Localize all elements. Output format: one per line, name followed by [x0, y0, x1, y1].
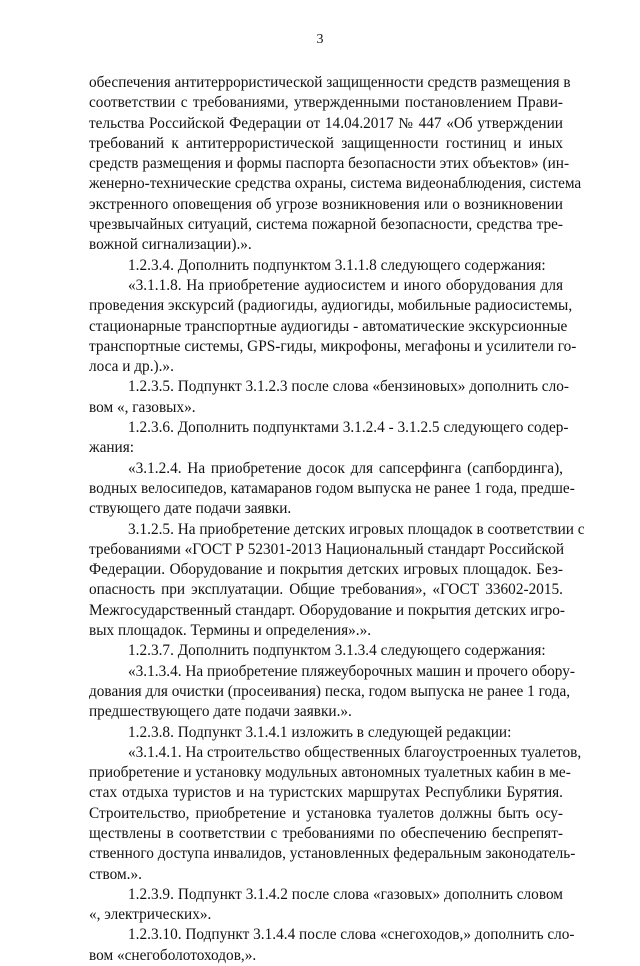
- text-line: «3.1.2.4. На приобретение досок для сапсерфинга (сапбординга),: [128, 459, 563, 477]
- text-line: «3.1.1.8. На приобретение аудиосистем и иного оборудования для: [128, 276, 563, 294]
- paragraph: [89, 885, 563, 926]
- paragraph: [89, 925, 575, 966]
- text-line: требований к антитеррористической защищенности гостиниц и иных: [89, 134, 563, 152]
- text-line: 1.2.3.5. Подпункт 3.1.2.3 после слова «бензиновых» дополнить сло-: [128, 378, 569, 396]
- paragraph: [89, 662, 575, 723]
- paragraph: [89, 641, 563, 661]
- text-line: 3.1.2.5. На приобретение детских игровых площадок в соответствии с: [128, 520, 585, 538]
- text-line: средств размещения и формы паспорта безопасности этих объектов» (ин-: [89, 155, 570, 173]
- text-line: вожной сигнализации).».: [89, 236, 252, 254]
- document-body: [89, 73, 585, 966]
- paragraph: [89, 520, 585, 642]
- text-line: 1.2.3.9. Подпункт 3.1.4.2 после слова «газовых» дополнить словом: [128, 885, 563, 903]
- text-line: 1.2.3.7. Дополнить подпунктом 3.1.3.4 следующего содержания:: [128, 642, 546, 660]
- text-line: экстренного оповещения об угрозе возникновения или о возникновении: [89, 195, 563, 213]
- text-line: 1.2.3.6. Дополнить подпунктами 3.1.2.4 - 3.1.2.5 следующего содер-: [128, 419, 569, 437]
- text-line: соответствии с требованиями, утвержденными постановлением Прави-: [89, 94, 563, 112]
- text-line: «3.1.4.1. На строительство общественных благоустроенных туалетов,: [128, 743, 582, 761]
- paragraph: [89, 73, 582, 256]
- text-line: чрезвычайных ситуаций, система пожарной безопасности, средства тре-: [89, 216, 563, 234]
- page-number: 3: [316, 32, 324, 47]
- text-line: «, электрических».: [89, 906, 212, 924]
- text-line: опасность при эксплуатации. Общие требования», «ГОСТ 33602-2015.: [89, 581, 563, 599]
- text-line: 1.2.3.4. Дополнить подпунктом 3.1.1.8 следующего содержания:: [128, 256, 546, 274]
- text-line: ством.».: [89, 865, 142, 883]
- text-line: ществлены в соответствии с требованиями по обеспечению беспрепят-: [89, 824, 563, 842]
- text-line: тельства Российской Федерации от 14.04.2017 № 447 «Об утверждении: [89, 114, 563, 132]
- text-line: стах отдыха туристов и на туристских маршрутах Республики Бурятия.: [89, 784, 563, 802]
- paragraph: [89, 256, 563, 276]
- text-line: вом «снегоболотоходов,».: [89, 946, 257, 964]
- text-line: стационарные транспортные аудиогиды - автоматические экскурсионные: [89, 317, 568, 335]
- text-line: приобретение и установку модульных автономных туалетных кабин в ме-: [89, 764, 571, 782]
- paragraph: [89, 418, 569, 459]
- paragraph: [89, 377, 569, 418]
- text-line: «3.1.3.4. На приобретение пляжеуборочных машин и прочего обору-: [128, 662, 575, 680]
- text-line: ствующего дате подачи заявки.: [89, 500, 292, 518]
- text-line: вом «, газовых».: [89, 398, 196, 416]
- text-line: Межгосударственный стандарт. Оборудование и покрытия детских игро-: [89, 601, 566, 619]
- text-line: предшествующего дате подачи заявки.».: [89, 703, 352, 721]
- text-line: проведения экскурсий (радиогиды, аудиогиды, мобильные радиосистемы,: [89, 297, 573, 315]
- paragraph: [89, 276, 577, 377]
- paragraph: [89, 723, 563, 743]
- paragraph: [89, 743, 582, 885]
- text-line: Федерации. Оборудование и покрытия детских игровых площадок. Без-: [89, 561, 563, 579]
- text-line: жания:: [89, 439, 135, 457]
- text-line: дования для очистки (просеивания) песка, годом выпуска не ранее 1 года,: [89, 682, 571, 700]
- text-line: ственного доступа инвалидов, установленных федеральным законодатель-: [89, 845, 576, 863]
- text-line: 1.2.3.10. Подпункт 3.1.4.4 после слова «снегоходов,» дополнить сло-: [128, 926, 575, 944]
- paragraph: [89, 459, 575, 520]
- text-line: вых площадок. Термины и определения».».: [89, 622, 372, 640]
- text-line: женерно-технические средства охраны, система видеонаблюдения, система: [89, 175, 582, 193]
- text-line: водных велосипедов, катамаранов годом выпуска не ранее 1 года, предше-: [89, 479, 575, 497]
- text-line: 1.2.3.8. Подпункт 3.1.4.1 изложить в следующей редакции:: [128, 723, 512, 741]
- text-line: транспортные системы, GPS-гиды, микрофоны, мегафоны и усилители го-: [89, 337, 577, 355]
- text-line: лоса и др.).».: [89, 358, 174, 376]
- text-line: обеспечения антитеррористической защищенности средств размещения в: [89, 74, 571, 91]
- text-line: Строительство, приобретение и установка туалетов должны быть осу-: [89, 804, 563, 822]
- text-line: требованиями «ГОСТ Р 52301-2013 Национальный стандарт Российской: [89, 540, 565, 558]
